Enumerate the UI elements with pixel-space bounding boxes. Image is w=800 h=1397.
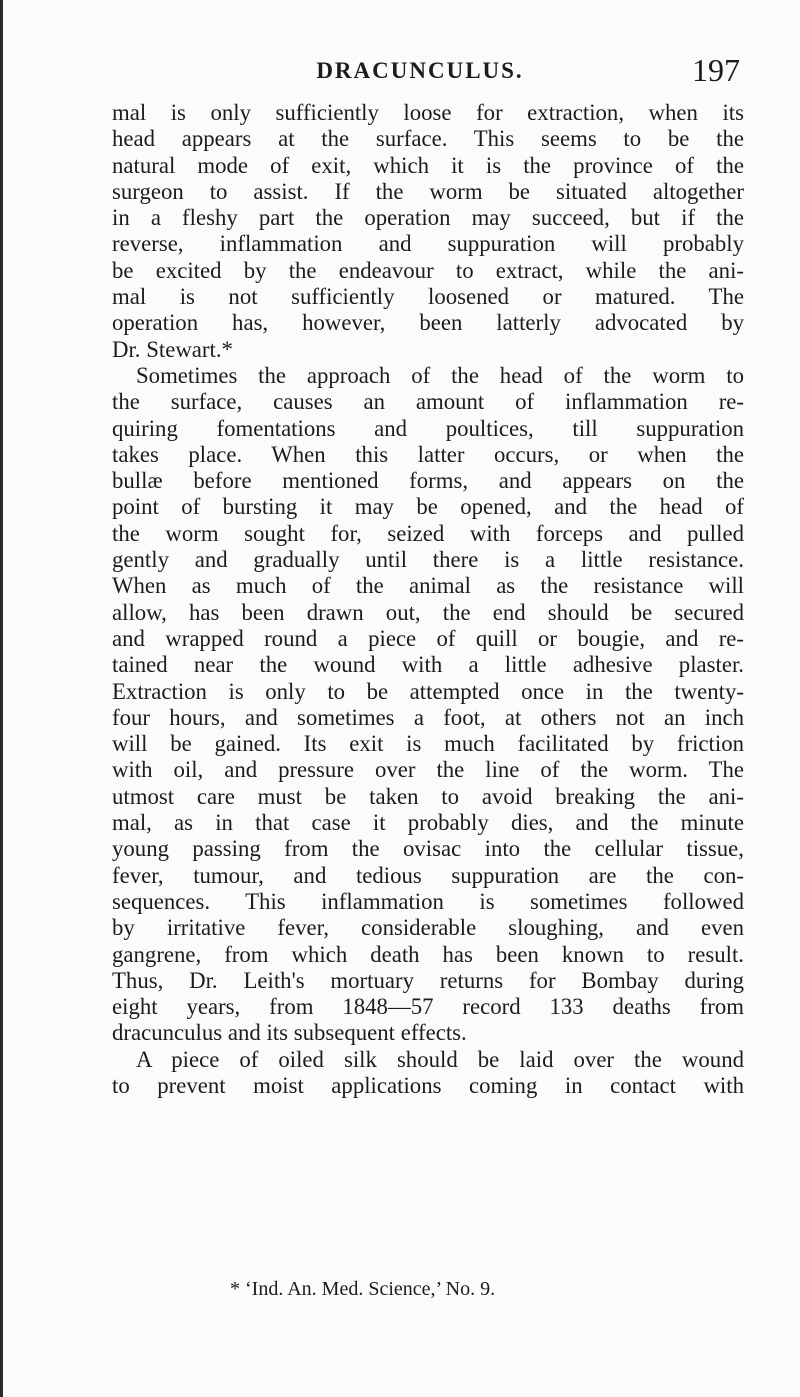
text-line: to prevent moist applications coming in contact with: [112, 1072, 744, 1098]
text-line: mal is not sufficiently loosened or matured. The: [112, 284, 744, 310]
text-line: Extraction is only to be attempted once in the twenty-: [112, 678, 744, 704]
running-head: [100, 52, 740, 98]
page-number: 197: [692, 52, 740, 88]
text-line: utmost care must be taken to avoid breaking the ani-: [112, 783, 744, 809]
text-line: gently and gradually until there is a little resistance.: [112, 547, 744, 573]
text-line: will be gained. Its exit is much facilitated by friction: [112, 731, 744, 757]
body-text: [112, 100, 744, 1099]
text-line: bullæ before mentioned forms, and appears on the: [112, 468, 744, 494]
text-line: and wrapped round a piece of quill or bougie, and re-: [112, 625, 744, 651]
text-line: be excited by the endeavour to extract, while the ani-: [112, 257, 744, 283]
text-line: operation has, however, been latterly advocated by: [112, 310, 744, 336]
text-line: in a fleshy part the operation may succeed, but if the: [112, 205, 744, 231]
text-line: natural mode of exit, which it is the province of the: [112, 152, 744, 178]
text-line: head appears at the surface. This seems to be the: [112, 126, 744, 152]
text-line: four hours, and sometimes a foot, at others not an inch: [112, 704, 744, 730]
text-line: reverse, inflammation and suppuration will probably: [112, 231, 744, 257]
text-line: A piece of oiled silk should be laid over the wound: [136, 1046, 744, 1072]
text-line: takes place. When this latter occurs, or when the: [112, 441, 744, 467]
text-line: dracunculus and its subsequent effects.: [112, 1020, 467, 1046]
text-line: young passing from the ovisac into the cellular tissue,: [112, 836, 744, 862]
text-line: mal is only sufficiently loose for extraction, when its: [112, 100, 744, 125]
text-line: by irritative fever, considerable sloughing, and even: [112, 915, 744, 941]
footnote: * ‘Ind. An. Med. Science,’ No. 9.: [230, 1278, 496, 1300]
text-line: eight years, from 1848—57 record 133 deaths from: [112, 994, 744, 1020]
running-title: DRACUNCULUS.: [316, 58, 524, 83]
text-line: Thus, Dr. Leith's mortuary returns for Bombay during: [112, 967, 744, 993]
page-edge-shadow: [0, 0, 3, 1397]
text-line: the worm sought for, seized with forceps and pulled: [112, 520, 744, 546]
text-line: the surface, causes an amount of inflammation re-: [112, 389, 744, 415]
text-line: point of bursting it may be opened, and the head of: [112, 494, 744, 520]
text-line: fever, tumour, and tedious suppuration are the con-: [112, 862, 744, 888]
text-line: gangrene, from which death has been known to result.: [112, 941, 744, 967]
text-line: Dr. Stewart.*: [112, 336, 233, 362]
text-line: tained near the wound with a little adhesive plaster.: [112, 652, 744, 678]
text-line: with oil, and pressure over the line of the worm. The: [112, 757, 744, 783]
text-line: surgeon to assist. If the worm be situated altogether: [112, 178, 744, 204]
text-line: When as much of the animal as the resistance will: [112, 573, 744, 599]
text-line: mal, as in that case it probably dies, and the minute: [112, 810, 744, 836]
text-line: Sometimes the approach of the head of the worm to: [136, 362, 744, 388]
text-line: allow, has been drawn out, the end should be secured: [112, 599, 744, 625]
text-line: sequences. This inflammation is sometimes followed: [112, 888, 744, 914]
text-line: quiring fomentations and poultices, till suppuration: [112, 415, 744, 441]
